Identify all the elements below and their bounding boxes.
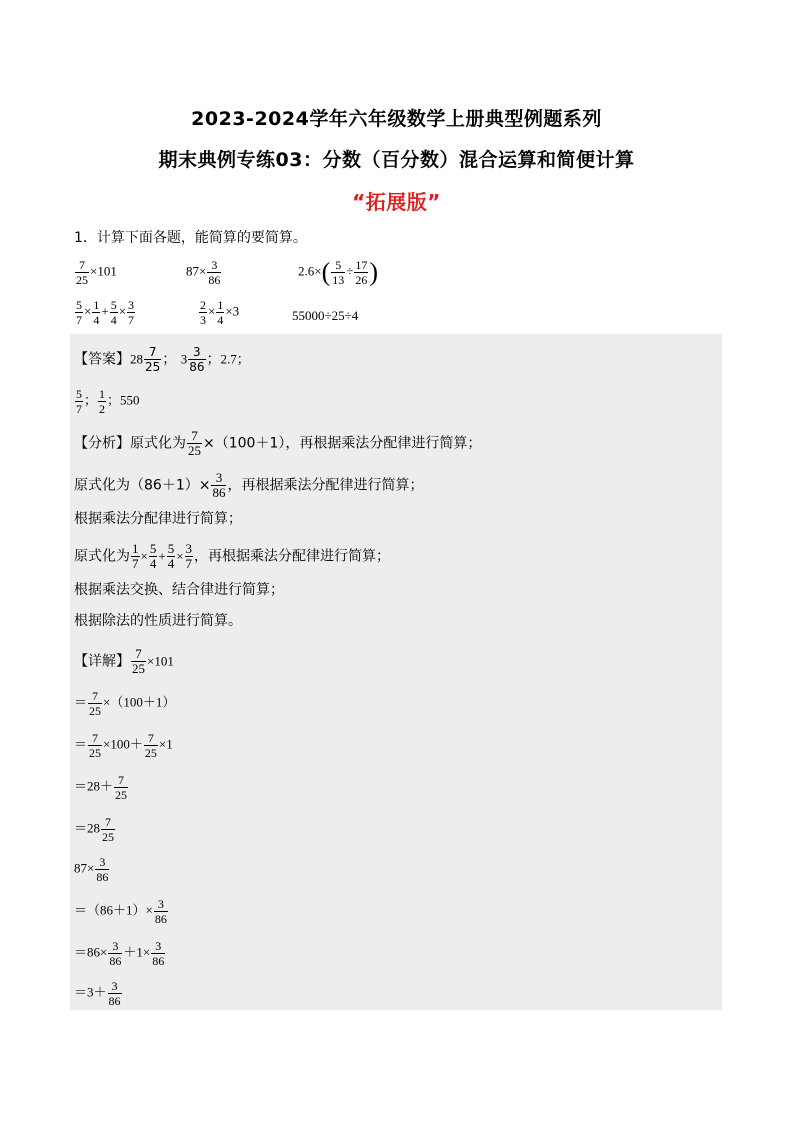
detail-line-8: ＝86× $\frac{3}{86}$ ＋1× $\frac{3}{86}$ (74, 939, 165, 968)
fraction: $\frac{7}{25}$ (145, 345, 161, 374)
analysis-line-2: 原式化为（86＋1）× $\frac{3}{86}$ ，再根据乘法分配律进行简算； (74, 470, 424, 500)
detail-line-5: ＝28 $\frac{7}{25}$ (74, 815, 115, 844)
fraction: $\frac{7}{25}$ (132, 646, 145, 676)
fraction: $\frac{3}{7}$ (185, 541, 193, 571)
detail-line-2: ＝ $\frac{7}{25}$ ×（100＋1） (74, 689, 176, 718)
detail-line-4: ＝28＋ $\frac{7}{25}$ (74, 773, 128, 802)
fraction: $\frac{5}{13}$ (332, 258, 345, 287)
fraction: $\frac{1}{7}$ (132, 541, 139, 571)
problem-3: 2.6×( $\frac{5}{13}$ ÷ $\frac{17}{26}$ ) (298, 257, 379, 287)
detail-line-3: ＝ $\frac{7}{25}$ ×100＋ $\frac{7}{25}$ ×1 (74, 731, 173, 760)
analysis-line-5: 根据乘法交换、结合律进行简算； (74, 582, 284, 598)
title-edition: “拓展版” (352, 190, 441, 214)
fraction: $\frac{1}{4}$ (217, 298, 224, 327)
fraction: $\frac{5}{4}$ (110, 298, 117, 327)
fraction: $\frac{3}{86}$ (108, 979, 121, 1008)
detail-label: 【详解】 (74, 653, 130, 670)
fraction: $\frac{5}{7}$ (76, 387, 82, 416)
fraction: $\frac{7}{25}$ (89, 731, 102, 760)
answer-line-2: $\frac{5}{7}$ ； $\frac{1}{2}$ ；550 (76, 387, 140, 416)
fraction: $\frac{1}{4}$ (93, 298, 100, 327)
question-text: 1．计算下面各题，能简算的要简算。 (74, 230, 307, 246)
problem-4: $\frac{5}{7}$ × $\frac{1}{4}$ + $\frac{5}{4}$ × $\frac{3}{7}$ (76, 298, 135, 327)
detail-line-6: 87× $\frac{3}{86}$ (74, 855, 109, 884)
detail-line-9: ＝3＋ $\frac{3}{86}$ (74, 979, 121, 1008)
fraction: $\frac{3}{86}$ (154, 897, 167, 926)
fraction: $\frac{17}{26}$ (355, 258, 368, 287)
problem-1: $\frac{7}{25}$ ×101 (76, 258, 117, 287)
fraction: $\frac{2}{3}$ (200, 298, 206, 327)
fraction: $\frac{3}{86}$ (208, 258, 221, 287)
fraction: $\frac{7}{25}$ (144, 731, 157, 760)
problem-2: 87× $\frac{3}{86}$ (186, 258, 221, 287)
analysis-line-4: 原式化为 $\frac{1}{7}$ × $\frac{5}{4}$ + $\frac{5}{4}$ × $\frac{3}{7}$ ，再根据乘法分配律进行简算； (74, 541, 391, 571)
answer-line-1: 【答案】28 $\frac{7}{25}$ ； 3 $\frac{3}{86}$ ；2.7； (74, 345, 250, 374)
fraction: $\frac{7}{25}$ (76, 258, 88, 287)
detail-line-1: 【详解】 $\frac{7}{25}$ ×101 (74, 646, 174, 676)
problem-6: 55000÷25÷4 (292, 308, 359, 323)
title-series: 2023-2024学年六年级数学上册典型例题系列 (191, 108, 602, 130)
fraction: $\frac{5}{4}$ (167, 541, 175, 571)
fraction: $\frac{5}{4}$ (149, 541, 157, 571)
fraction: $\frac{7}{25}$ (89, 689, 102, 718)
fraction: $\frac{7}{25}$ (188, 428, 201, 458)
fraction: $\frac{1}{2}$ (99, 387, 106, 416)
analysis-line-3: 根据乘法分配律进行简算； (74, 511, 242, 527)
detail-line-7: ＝（86＋1）× $\frac{3}{86}$ (74, 897, 167, 926)
title-topic: 期末典例专练03：分数（百分数）混合运算和简便计算 (158, 149, 635, 171)
fraction: $\frac{3}{86}$ (152, 939, 165, 968)
fraction: $\frac{3}{86}$ (109, 939, 122, 968)
analysis-line-1: 【分析】原式化为 $\frac{7}{25}$ ×（100＋1），再根据乘法分配律进行简算； (74, 428, 482, 458)
fraction: $\frac{3}{7}$ (128, 298, 135, 327)
answer-label: 【答案】 (74, 351, 130, 368)
analysis-line-6: 根据除法的性质进行简算。 (74, 613, 242, 629)
fraction: $\frac{7}{25}$ (115, 773, 128, 802)
fraction: $\frac{7}{25}$ (102, 815, 115, 844)
fraction: $\frac{3}{86}$ (212, 470, 226, 500)
fraction: $\frac{3}{86}$ (96, 855, 109, 884)
analysis-label: 【分析】 (74, 435, 130, 452)
fraction: $\frac{5}{7}$ (76, 298, 82, 327)
problem-5: $\frac{2}{3}$ × $\frac{1}{4}$ ×3 (200, 298, 240, 327)
fraction: $\frac{3}{86}$ (189, 345, 205, 374)
